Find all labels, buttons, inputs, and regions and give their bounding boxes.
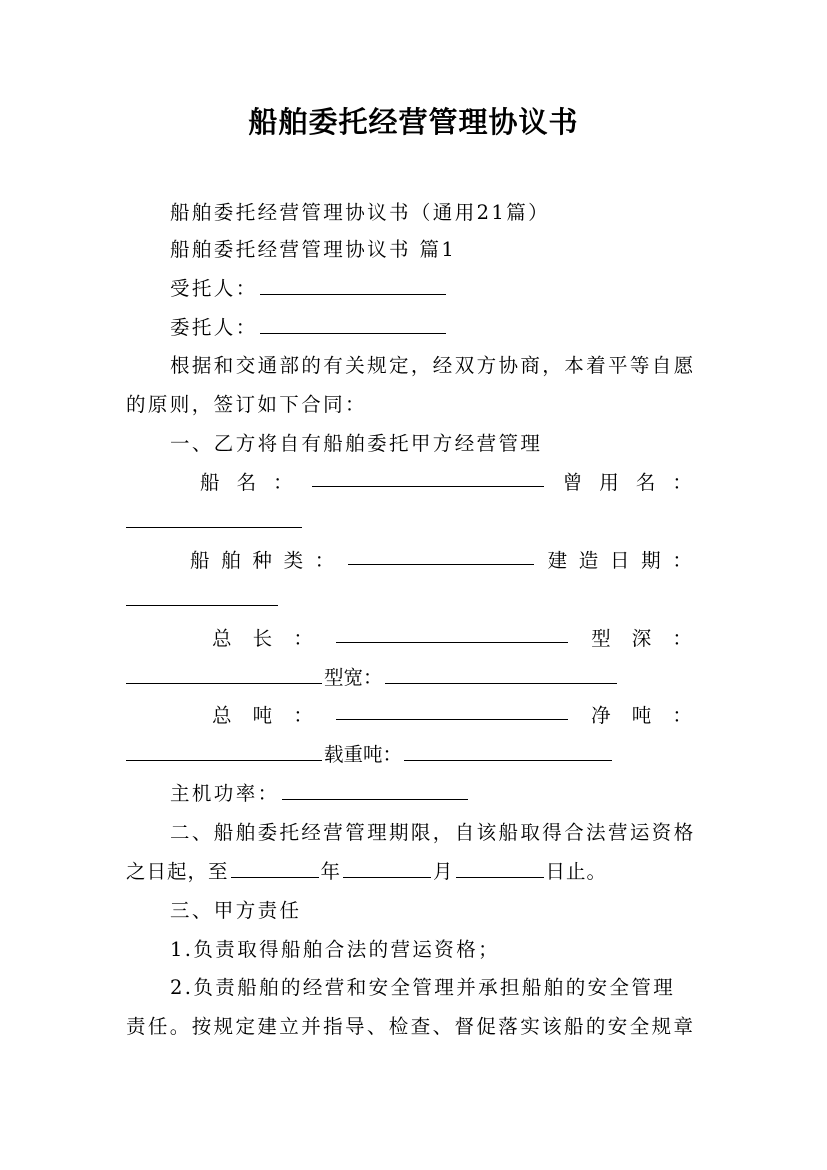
length-char-1: 总: [212, 627, 232, 650]
day-end-label: 日止。: [545, 860, 608, 883]
breadth-blank: [385, 661, 617, 684]
entrustor-line: [170, 309, 702, 347]
engine-power-line: [170, 775, 702, 813]
document-title: 船舶委托经营管理协议书: [248, 105, 579, 139]
engine-power-label: 主机功率：: [170, 782, 280, 805]
month-label: 月: [433, 860, 454, 883]
gross-ton-blank: [336, 697, 568, 720]
length-char-2: 长: [252, 627, 273, 650]
ship-type-blank: [348, 542, 534, 565]
engine-power-blank: [282, 777, 468, 800]
ship-type-char-1: 船: [190, 549, 210, 572]
clause2-line-2: [126, 853, 702, 891]
ship-type-line: [190, 542, 692, 580]
build-date-blank-line: [126, 581, 702, 619]
trustee-blank: [260, 272, 446, 295]
deadweight-line: [126, 736, 702, 774]
former-name-char-3: 名: [635, 471, 656, 494]
item-2-line-1: 2.负责船舶的经营和安全管理并承担船舶的安全管理: [170, 976, 676, 999]
intro-line-2: 的原则，签订如下合同：: [126, 393, 367, 416]
former-name-blank-line: [126, 503, 702, 541]
ship-type-char-4: 类: [283, 549, 304, 572]
deadweight-blank: [404, 738, 612, 761]
ship-name-char-1: 船: [200, 471, 220, 494]
item-1: 1.负责取得船舶合法的营运资格；: [170, 938, 501, 961]
clause3-heading: 三、甲方责任: [170, 899, 302, 922]
net-ton-char-3: ：: [672, 704, 692, 727]
year-blank: [231, 855, 319, 878]
build-date-char-3: 日: [609, 549, 630, 572]
depth-char-2: 深: [631, 627, 652, 650]
deadweight-label: 载重吨：: [324, 743, 403, 766]
build-date-char-1: 建: [547, 549, 568, 572]
former-name-blank: [126, 505, 302, 528]
net-ton-char-1: 净: [591, 704, 611, 727]
clause2-prefix: 之日起，至: [126, 860, 229, 883]
former-name-char-4: ：: [672, 471, 692, 494]
trustee-line: [170, 270, 702, 308]
depth-char-1: 型: [591, 627, 611, 650]
entrustor-blank: [260, 311, 446, 334]
length-char-3: ：: [293, 627, 313, 650]
document-subtitle: 船舶委托经营管理协议书（通用21篇）: [170, 201, 551, 224]
depth-blank: [126, 661, 322, 684]
former-name-char-2: 用: [599, 471, 619, 494]
ship-name-blank: [312, 464, 544, 487]
ship-type-char-5: ：: [314, 549, 335, 572]
length-blank: [336, 620, 568, 643]
ship-name-char-2: 名: [236, 471, 257, 494]
gross-ton-char-2: 吨: [252, 704, 273, 727]
clause2-line-1: 二、船舶委托经营管理期限，自该船取得合法营运资格: [170, 821, 696, 844]
net-ton-char-2: 吨: [631, 704, 652, 727]
ship-type-char-3: 种: [252, 549, 272, 572]
ship-name-char-3: ：: [273, 471, 293, 494]
year-label: 年: [320, 860, 342, 883]
build-date-char-5: ：: [672, 549, 692, 572]
gross-ton-char-1: 总: [212, 704, 232, 727]
ship-name-line: [200, 464, 692, 502]
entrustor-label: 委托人：: [170, 316, 258, 339]
day-blank: [456, 855, 544, 878]
intro-line-1: 根据和交通部的有关规定，经双方协商，本着平等自愿: [170, 354, 696, 377]
former-name-char-1: 曾: [562, 471, 583, 494]
net-ton-blank: [126, 738, 322, 761]
build-date-char-2: 造: [578, 549, 599, 572]
gross-ton-line: [212, 697, 692, 735]
breadth-label: 型宽：: [324, 666, 383, 689]
gross-ton-char-3: ：: [293, 704, 313, 727]
breadth-line: [126, 659, 702, 697]
build-date-char-4: 期: [641, 549, 661, 572]
build-date-blank: [126, 583, 278, 606]
section-title: 船舶委托经营管理协议书 篇1: [170, 238, 457, 261]
ship-type-char-2: 舶: [221, 549, 241, 572]
clause1-heading: 一、乙方将自有船舶委托甲方经营管理: [170, 432, 543, 455]
length-line: [212, 620, 692, 658]
month-blank: [343, 855, 431, 878]
depth-char-3: ：: [672, 627, 692, 650]
item-2-line-2: 责任。按规定建立并指导、检查、督促落实该船的安全规章: [126, 1015, 696, 1038]
trustee-label: 受托人：: [170, 277, 258, 300]
